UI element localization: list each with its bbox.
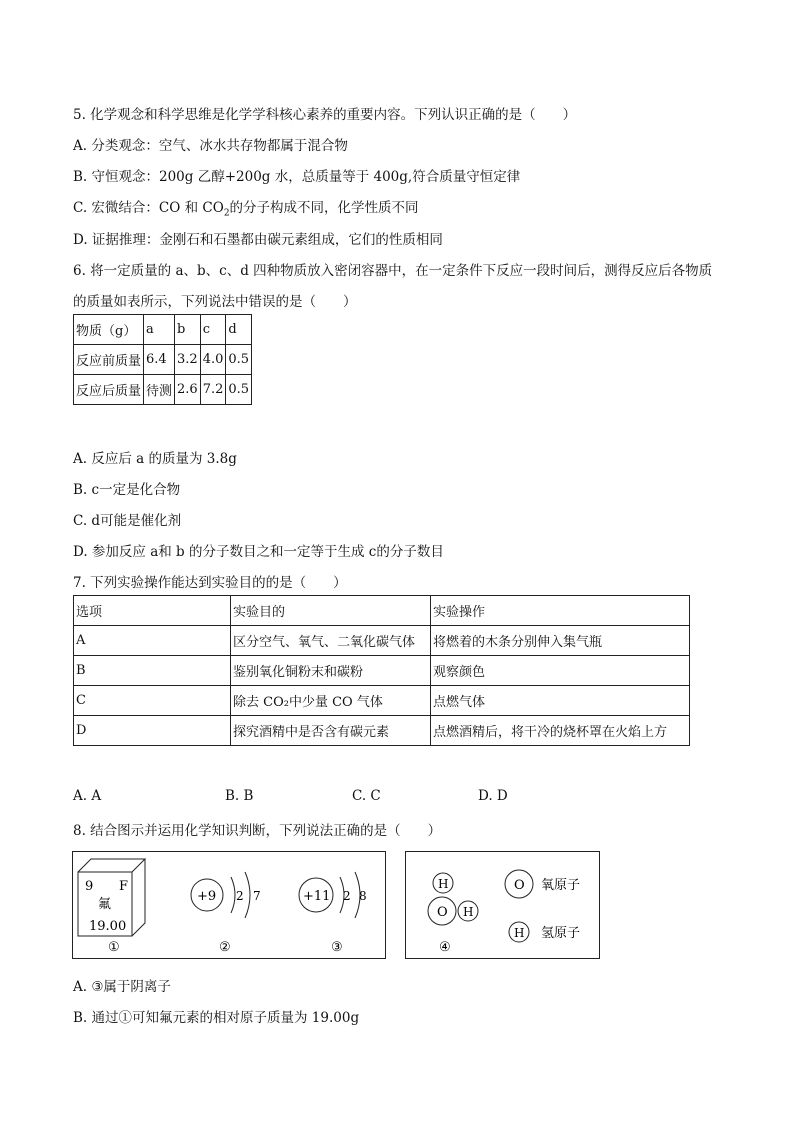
q7-option-c: C. C (352, 788, 381, 804)
q8-figure-atoms-svg (73, 852, 385, 958)
q8-stem: 8. 结合图示并运用化学知识判断，下列说法正确的是（ ） (73, 823, 442, 839)
table-cell: b (175, 315, 201, 345)
q6-option-c: C. d可能是催化剂 (73, 513, 182, 529)
table-cell: 物质（g） (74, 315, 144, 345)
atom2-nucleus: +9 (197, 889, 217, 904)
table-row (74, 596, 690, 626)
q8-option-b: B. 通过①可知氟元素的相对原子质量为 19.00g (73, 1010, 360, 1026)
atom2-shell-arc-2 (245, 872, 250, 918)
q7-experiment-table (73, 595, 690, 746)
q5-option-c (73, 196, 419, 219)
label-2: ② (219, 940, 231, 955)
q8-option-a: A. ③属于阴离子 (73, 979, 171, 995)
cube-atomic-number: 9 (85, 879, 94, 894)
cube-atomic-mass: 19.00 (89, 919, 127, 934)
q6-stem-line2: 的质量如表所示，下列说法中错误的是（ ） (73, 294, 357, 310)
q5-option-d: D. 证据推理：金刚石和石墨都由碳元素组成，它们的性质相同 (73, 232, 443, 248)
atom2-shell-arc-1 (231, 877, 235, 913)
table-cell: 鉴别氧化铜粉末和碳粉 (231, 656, 431, 686)
q5-option-a: A. 分类观念：空气、冰水共存物都属于混合物 (73, 138, 348, 154)
q5-stem: 5. 化学观念和科学思维是化学学科核心素养的重要内容。下列认识正确的是（ ） (73, 107, 577, 123)
q5-option-c-post: 的分子构成不同，化学性质不同 (229, 200, 419, 216)
q6-option-b: B. c一定是化合物 (73, 482, 181, 498)
table-cell: 反应前质量 (74, 345, 144, 375)
atom3-nucleus: +11 (303, 889, 331, 904)
q6-stem-line1: 6. 将一定质量的 a、b、c、d 四种物质放入密闭容器中，在一定条件下反应一段时间后，测得反应后各物质 (73, 263, 713, 279)
q7-option-b: B. B (225, 788, 254, 804)
atom2-shell-2: 7 (253, 889, 261, 903)
label-1: ① (108, 940, 120, 955)
legend-h-symbol: H (514, 926, 525, 940)
table-cell: 7.2 (200, 375, 226, 405)
table-row (74, 315, 252, 345)
table-cell: a (144, 315, 175, 345)
table-cell: 待测 (144, 375, 175, 405)
table-cell: 4.0 (200, 345, 226, 375)
q8-figure-molecule-svg (406, 852, 599, 958)
molecule-h-right-label: H (463, 905, 474, 919)
table-header-cell: 实验目的 (231, 596, 431, 626)
molecule-o-label: O (437, 905, 448, 920)
table-cell: D (74, 716, 231, 746)
table-header-cell: 实验操作 (431, 596, 690, 626)
table-cell: 探究酒精中是否含有碳元素 (231, 716, 431, 746)
atom3-shell-1: 2 (343, 889, 351, 903)
table-cell: 将燃着的木条分别伸入集气瓶 (431, 626, 690, 656)
atom3-shell-2: 8 (359, 889, 367, 903)
table-cell: 0.5 (226, 375, 252, 405)
q8-figure-atoms (72, 851, 386, 959)
q8-figure-molecule (405, 851, 600, 959)
table-row (74, 375, 252, 405)
q5-option-b: B. 守恒观念：200g 乙醇+200g 水，总质量等于 400g,符合质量守恒定律 (73, 169, 521, 185)
cube-symbol: F (119, 879, 129, 894)
molecule-h-top-label: H (438, 877, 449, 891)
table-cell: A (74, 626, 231, 656)
table-cell: B (74, 656, 231, 686)
label-4: ④ (439, 940, 451, 955)
q7-option-a: A. A (73, 788, 102, 804)
table-row (74, 656, 690, 686)
legend-o-symbol: O (514, 878, 525, 893)
q5-option-c-sub: 2 (223, 208, 230, 219)
table-row (74, 716, 690, 746)
cube-element-name: 氟 (98, 897, 112, 912)
table-row (74, 626, 690, 656)
table-cell: 区分空气、氧气、二氧化碳气体 (231, 626, 431, 656)
table-cell: 点燃酒精后，将干冷的烧杯罩在火焰上方 (431, 716, 690, 746)
table-cell: d (226, 315, 252, 345)
table-cell: c (200, 315, 226, 345)
q7-option-d: D. D (478, 788, 508, 804)
table-cell: 2.6 (175, 375, 201, 405)
q6-option-d: D. 参加反应 a和 b 的分子数目之和一定等于生成 c的分子数目 (73, 544, 444, 560)
table-row (74, 345, 252, 375)
table-cell: 观察颜色 (431, 656, 690, 686)
table-cell: 3.2 (175, 345, 201, 375)
table-cell: 除去 CO₂中少量 CO 气体 (231, 686, 431, 716)
table-cell: C (74, 686, 231, 716)
label-3: ③ (331, 940, 343, 955)
legend-h-text: 氢原子 (541, 926, 581, 941)
table-cell: 0.5 (226, 345, 252, 375)
q5-option-c-pre: C. 宏微结合：CO 和 CO (73, 200, 224, 216)
table-header-cell: 选项 (74, 596, 231, 626)
q6-option-a: A. 反应后 a 的质量为 3.8g (73, 451, 237, 467)
atom2-shell-1: 2 (236, 889, 244, 903)
q7-stem: 7. 下列实验操作能达到实验目的的是（ ） (73, 575, 347, 591)
q6-mass-table (73, 314, 252, 405)
table-cell: 6.4 (144, 345, 175, 375)
legend-o-text: 氧原子 (541, 878, 581, 893)
table-row (74, 686, 690, 716)
table-cell: 点燃气体 (431, 686, 690, 716)
table-cell: 反应后质量 (74, 375, 144, 405)
